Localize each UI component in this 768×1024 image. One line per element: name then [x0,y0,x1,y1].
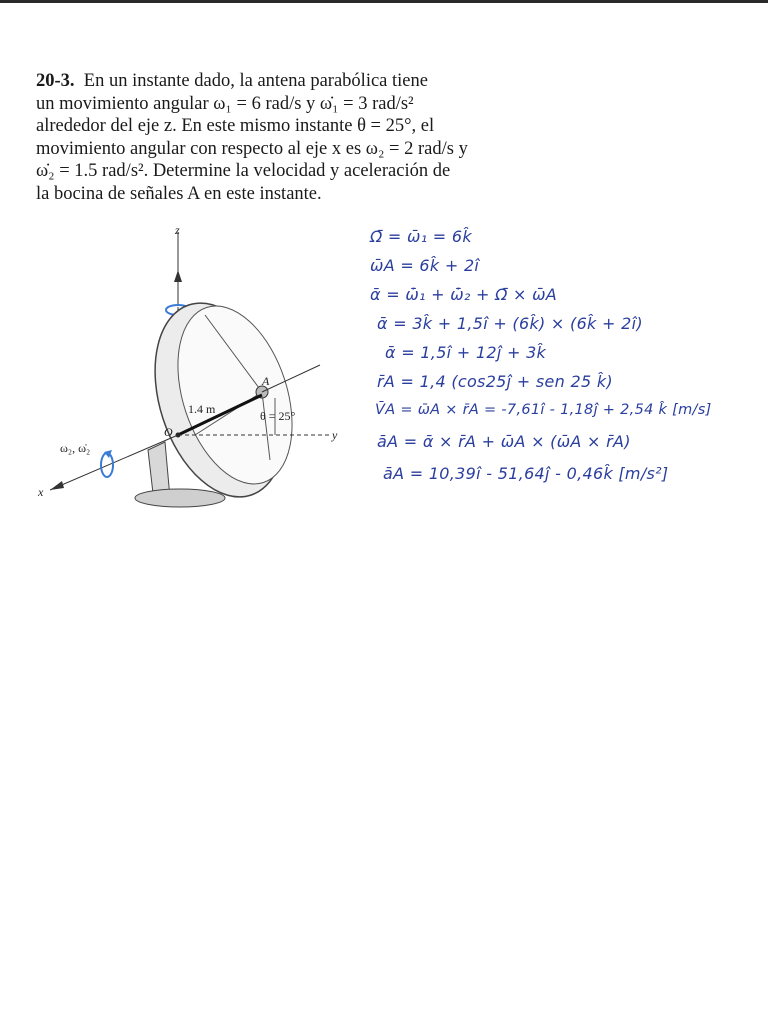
solution-line-9: āA = 10,39î - 51,64ĵ - 0,46k̂ [m/s²] [383,464,669,483]
problem-line-1 [36,70,526,93]
handwritten-solution [365,222,765,512]
x-axis-arrow [50,481,64,490]
problem-line-2: un movimiento angular ω₁ = 6 rad/s y ω̇₁ = 3 rad/s² [36,93,414,114]
problem-line-5: ω̇₂ = 1.5 rad/s². Determine la velocidad y aceleración de [36,161,451,181]
z-axis-label: z [175,223,180,237]
point-A-label: A [262,374,270,388]
z-axis-arrow [174,270,182,282]
solution-line-5: ᾱ = 1,5î + 12ĵ + 3k̂ [385,343,547,362]
problem-statement [36,70,526,205]
solution-line-3: ᾱ = ω̄̇₁ + ω̄̇₂ + Ω̄ × ω̄A [370,285,558,304]
solution-line-4: ᾱ = 3k̂ + 1,5î + (6k̂) × (6k̂ + 2î) [377,314,643,333]
point-O-label: O [164,425,173,439]
y-axis-label: y [332,428,338,442]
problem-line-4: movimiento angular con respecto al eje x es ω₂ = 2 rad/s y [36,138,468,159]
solution-line-6: r̄A = 1,4 (cos25ĵ + sen 25 k̂) [377,372,613,391]
solution-line-1: Ω̄ = ω̄₁ = 6k̂ [370,227,472,246]
top-border [0,0,768,3]
antenna-figure [30,220,360,510]
x-axis-label: x [38,485,44,499]
omega2-label: ω₂, ω̇₂ [60,441,91,455]
angle-label: θ = 25° [260,409,296,423]
solution-line-8: āA = ᾱ × r̄A + ω̄A × (ω̄A × r̄A) [377,432,631,451]
antenna-diagram [30,220,360,510]
problem-line-6: la bocina de señales A en este instante. [36,183,322,204]
problem-line-3: alrededor del eje z. En este mismo instante θ = 25°, el [36,116,435,136]
mount-base [135,489,225,507]
length-label: 1.4 m [188,402,216,416]
solution-line-7: V̄A = ω̄A × r̄A = -7,61î - 1,18ĵ + 2,54 k̂ [m/s] [375,402,712,418]
problem-number: 20-3. [36,71,75,91]
solution-line-2: ω̄A = 6k̂ + 2î [370,256,480,275]
problem-text-1: En un instante dado, la antena parabólica tiene [83,71,428,91]
